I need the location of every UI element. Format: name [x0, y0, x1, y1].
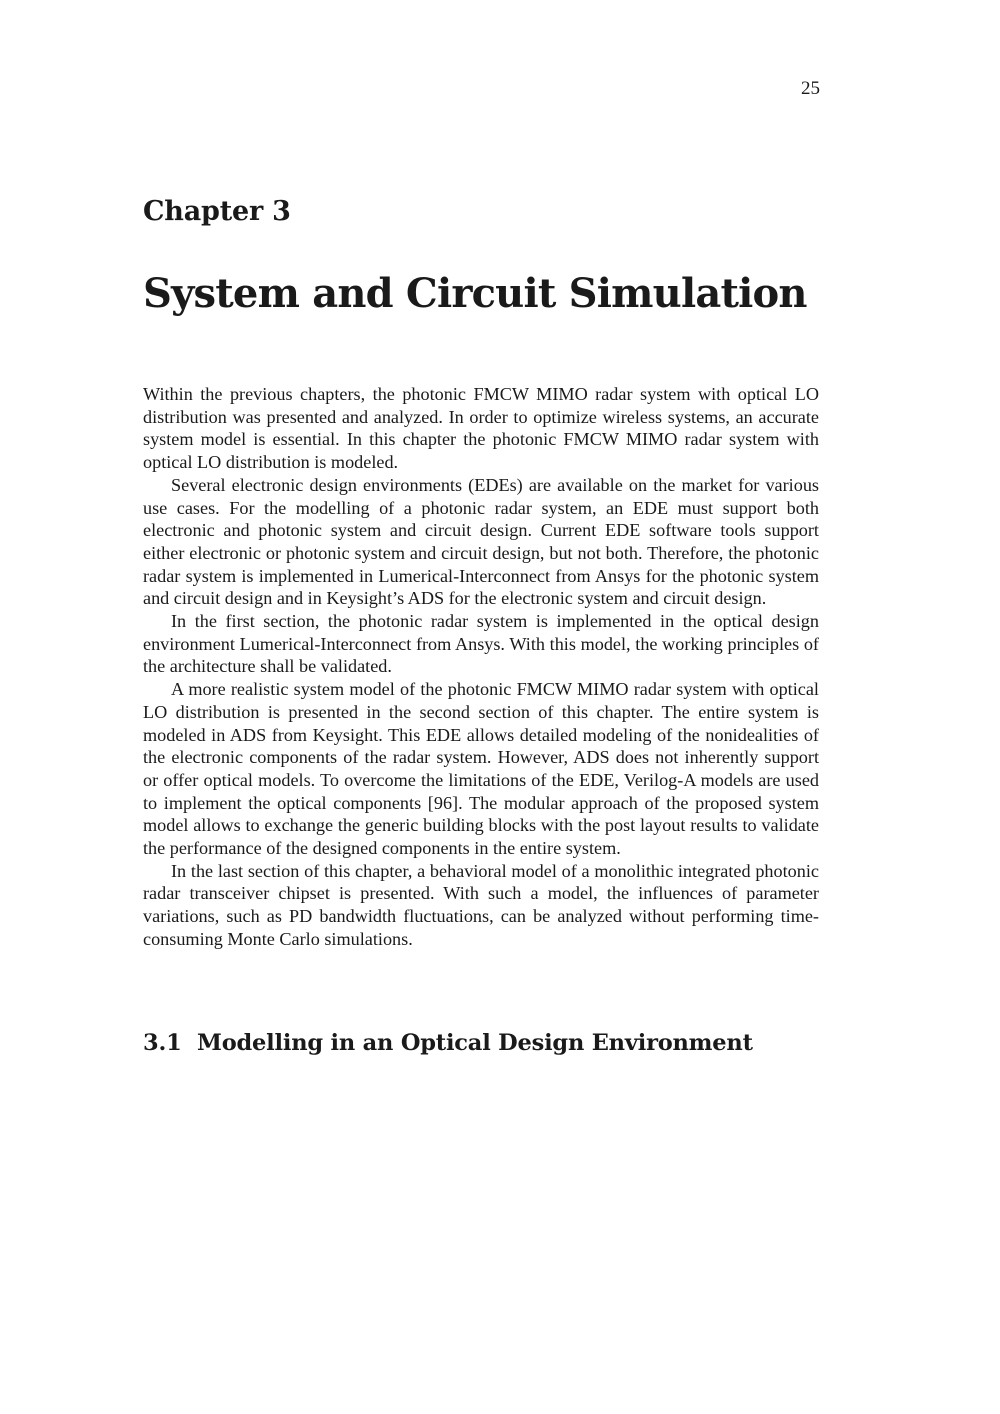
page-number: 25 — [801, 78, 820, 99]
paragraph: A more realistic system model of the photonic FMCW MIMO radar system with optical LO distribution is presented in the second section of this chapter. The entire system is modeled in ADS from Keysight. This EDE allows detailed modeling of the nonidealities of the electronic components of the radar system. However, ADS does not inherently support or offer optical models. To overcome the limitations of the EDE, Verilog-A models are used to implement the optical components [96]. The modular approach of the proposed system model allows to exchange the generic building blocks with the post layout results to validate the performance of the designed components in the entire system. — [143, 679, 819, 859]
paragraph: In the last section of this chapter, a behavioral model of a monolithic integrated photonic radar transceiver chipset is presented. With such a model, the influences of parameter variations, such as PD bandwidth fluctuations, can be analyzed without performing time-consuming Monte Carlo simulations. — [143, 860, 819, 949]
paragraph: In the first section, the photonic radar system is implemented in the optical design environment Lumerical-Interconnect from Ansys. With this model, the working principles of the architecture shall be validated. — [143, 611, 819, 677]
section-heading — [143, 1030, 753, 1056]
chapter-label: Chapter 3 — [143, 196, 291, 227]
section-number: 3.1 — [143, 1030, 182, 1056]
paragraph: Several electronic design environments (EDEs) are available on the market for various use cases. For the modelling of a photonic radar system, an EDE must support both electronic and photonic system and circuit design. Current EDE software tools support either electronic or photonic system and circuit design, but not both. Therefore, the photonic radar system is implemented in Lumerical-Interconnect from Ansys for the photonic system and circuit design and in Keysight’s ADS for the electronic system and circuit design. — [143, 474, 819, 609]
chapter-title: System and Circuit Simulation — [143, 270, 807, 317]
paragraph: Within the previous chapters, the photonic FMCW MIMO radar system with optical LO distribution was presented and analyzed. In order to optimize wireless systems, an accurate system model is essential. In this chapter the photonic FMCW MIMO radar system with optical LO distribution is modeled. — [143, 384, 819, 473]
body-text — [143, 383, 819, 951]
section-title: Modelling in an Optical Design Environment — [197, 1030, 753, 1056]
